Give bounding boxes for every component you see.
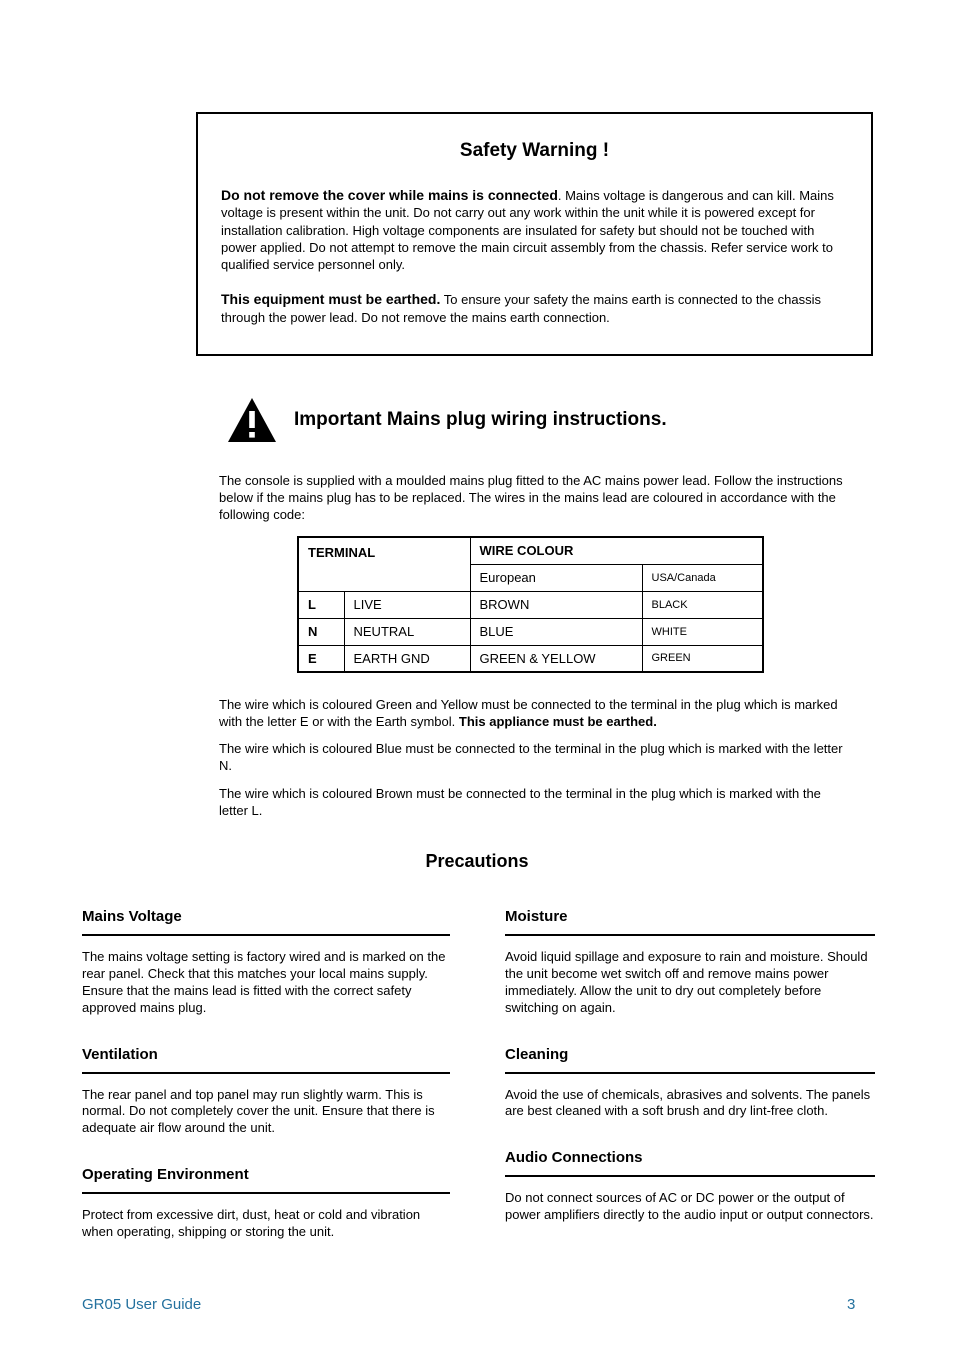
table-row: [298, 645, 763, 672]
terminal-name-cell: NEUTRAL: [344, 618, 470, 645]
wiring-intro-paragraph: The console is supplied with a moulded mains plug fitted to the AC mains power lead. Follow the instructions below if the mains plug has to be replaced. The wires in the mains lead are coloured in accordance with the following code:: [219, 473, 843, 523]
section-body: Protect from excessive dirt, dust, heat or cold and vibration when operating, shipping or storing the unit.: [82, 1207, 421, 1240]
warning-triangle-icon: [226, 396, 278, 444]
section-heading: Operating Environment: [82, 1166, 450, 1194]
european-subheader-cell: European: [470, 564, 642, 591]
european-colour-cell: GREEN & YELLOW: [470, 645, 642, 672]
safety-warning-box: [196, 112, 873, 356]
terminal-header-cell: TERMINAL: [298, 537, 470, 591]
section-heading: Audio Connections: [505, 1149, 875, 1177]
usa-colour-cell: BLACK: [642, 591, 763, 618]
section-cleaning: [505, 1046, 875, 1121]
terminal-name-cell: EARTH GND: [344, 645, 470, 672]
safety-warning-title: Safety Warning !: [459, 140, 610, 161]
usa-canada-subheader-cell: USA/Canada: [642, 564, 763, 591]
safety-paragraph-1: [221, 186, 848, 273]
table-row: [298, 591, 763, 618]
european-colour-cell: BLUE: [470, 618, 642, 645]
safety-paragraph-2-lead: This equipment must be earthed.: [221, 291, 441, 308]
appliance-earthed-bold: This appliance must be earthed.: [458, 714, 657, 730]
section-body: The mains voltage setting is factory wired and is marked on the rear panel. Check that this matches your local mains supply. Ensure that the mains lead is fitted with the correct safety approved mains plug.: [82, 949, 446, 1015]
section-body: Avoid the use of chemicals, abrasives and solvents. The panels are best cleaned with a soft brush and dry lint-free cloth.: [505, 1086, 871, 1119]
safety-paragraph-2-body: To ensure your safety the mains earth is connected to the chassis through the power lead. Do not remove the mains earth connection.: [221, 292, 821, 325]
section-audio-connections: [505, 1149, 875, 1224]
section-moisture: [505, 908, 875, 1017]
section-heading: Moisture: [505, 908, 875, 936]
wire-blue-paragraph: The wire which is coloured Blue must be connected to the terminal in the plug which is marked with the letter N.: [219, 741, 843, 774]
section-heading: Ventilation: [82, 1046, 450, 1074]
terminal-letter-cell: L: [298, 591, 344, 618]
precautions-left-column: [82, 908, 450, 1270]
section-body: Avoid liquid spillage and exposure to rain and moisture. Should the unit become wet switch off and remove mains power immediately. Allow the unit to dry out completely before switching on again.: [505, 949, 868, 1015]
european-colour-cell: BROWN: [470, 591, 642, 618]
footer-page-number: 3: [847, 1296, 856, 1313]
section-ventilation: [82, 1046, 450, 1138]
wiring-instructions-title: Important Mains plug wiring instructions.: [294, 409, 667, 430]
section-body: The rear panel and top panel may run slightly warm. This is normal. Do not completely cover the unit. Ensure that there is adequate air flow around the unit.: [82, 1086, 435, 1136]
wire-green-yellow-paragraph: [219, 696, 853, 730]
wiring-instructions-header: [226, 396, 667, 444]
terminal-name-cell: LIVE: [344, 591, 470, 618]
wire-green-yellow-text: The wire which is coloured Green and Yellow must be connected to the terminal in the plug which is marked with the letter E or with the Earth symbol.: [219, 697, 838, 730]
wire-colour-table: [297, 536, 764, 673]
safety-paragraph-2: [221, 290, 848, 326]
safety-paragraph-1-body: . Mains voltage is dangerous and can kill. Mains voltage is present within the unit. Do not carry out any work within the unit while it is powered except for installation calibration. High voltage components are insulated for safety but should not be touched with power applied. Do not attempt to remove the main circuit assembly from the chassis. Refer service work to qualified service personnel only.: [221, 188, 834, 272]
precautions-right-column: [505, 908, 875, 1253]
section-heading: Cleaning: [505, 1046, 875, 1074]
terminal-letter-cell: E: [298, 645, 344, 672]
wire-colour-header-cell: WIRE COLOUR: [470, 537, 763, 564]
precautions-title: Precautions: [425, 851, 529, 871]
wire-brown-paragraph: The wire which is coloured Brown must be connected to the terminal in the plug which is marked with the letter L.: [219, 786, 821, 819]
section-operating-environment: [82, 1166, 450, 1241]
table-header-row: [298, 537, 763, 564]
terminal-letter-cell: N: [298, 618, 344, 645]
safety-paragraph-1-lead: Do not remove the cover while mains is connected: [221, 187, 558, 203]
table-row: [298, 618, 763, 645]
footer-document-title: GR05 User Guide: [82, 1296, 202, 1313]
usa-colour-cell: GREEN: [642, 645, 763, 672]
section-body: Do not connect sources of AC or DC power or the output of power amplifiers directly to the audio input or output connectors.: [505, 1190, 874, 1223]
section-heading: Mains Voltage: [82, 908, 450, 936]
section-mains-voltage: [82, 908, 450, 1017]
usa-colour-cell: WHITE: [642, 618, 763, 645]
